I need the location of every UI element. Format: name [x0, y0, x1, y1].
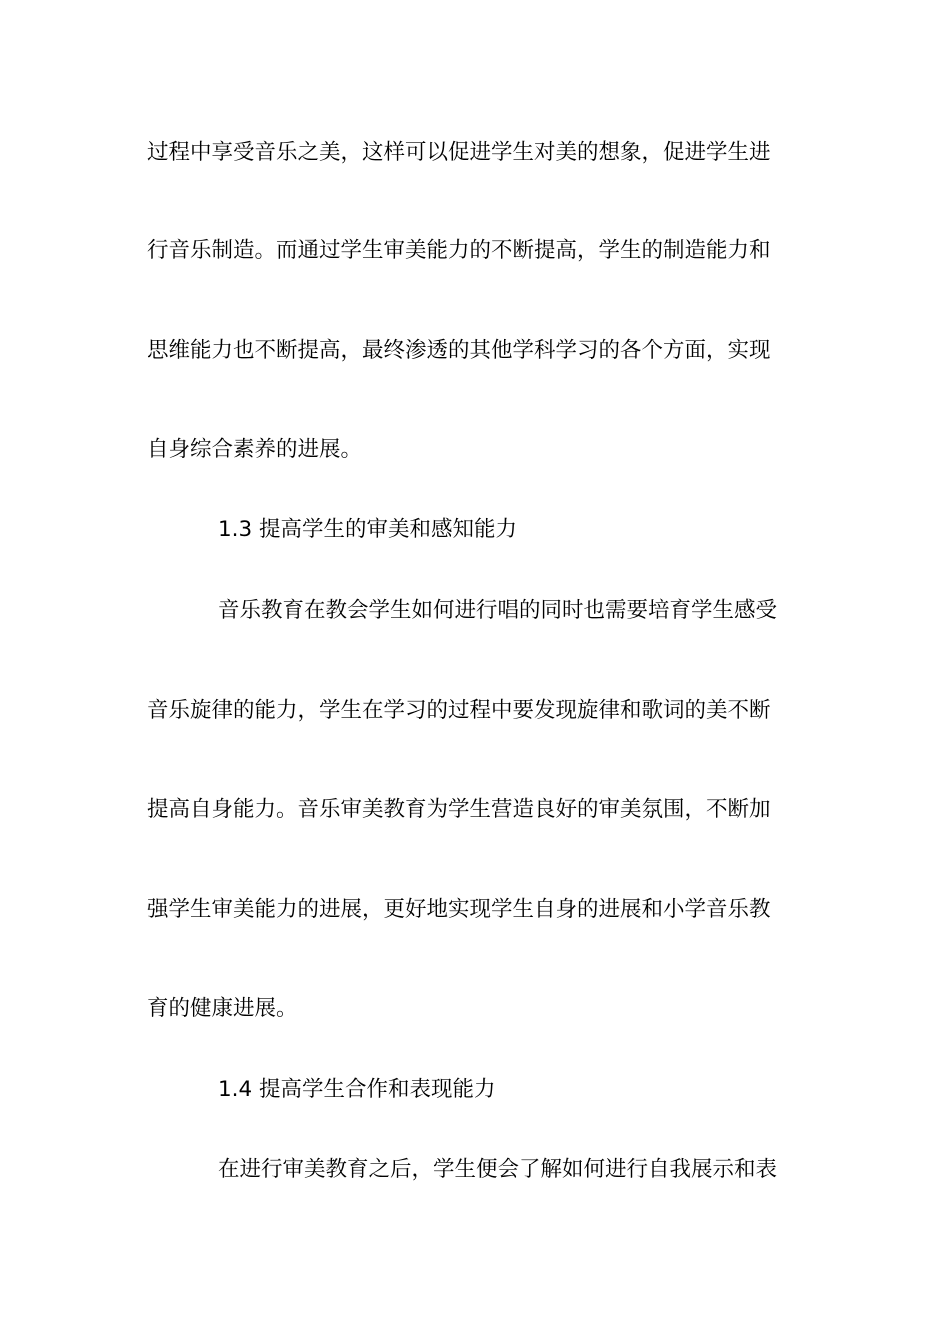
paragraph-2-line-2: 音乐旋律的能力，学生在学习的过程中要发现旋律和歌词的美不断: [147, 698, 771, 723]
paragraph-1-line-4: 自身综合素养的进展。: [147, 437, 363, 462]
paragraph-1-line-2: 行音乐制造。而通过学生审美能力的不断提高，学生的制造能力和: [147, 238, 771, 263]
paragraph-2-line-4: 强学生审美能力的进展，更好地实现学生自身的进展和小学音乐教: [147, 897, 771, 922]
paragraph-2-line-3: 提高自身能力。音乐审美教育为学生营造良好的审美氛围，不断加: [147, 797, 771, 822]
paragraph-1-line-1: 过程中享受音乐之美，这样可以促进学生对美的想象，促进学生进: [147, 140, 771, 165]
paragraph-3-line-1: 在进行审美教育之后，学生便会了解如何进行自我展示和表: [218, 1157, 778, 1182]
paragraph-2-line-5: 育的健康进展。: [147, 996, 298, 1021]
paragraph-1-line-3: 思维能力也不断提高，最终渗透的其他学科学习的各个方面，实现: [147, 338, 771, 363]
paragraph-2-line-1: 音乐教育在教会学生如何进行唱的同时也需要培育学生感受: [218, 598, 778, 623]
section-heading-1-4: 1.4 提高学生合作和表现能力: [218, 1077, 496, 1102]
section-heading-1-3: 1.3 提高学生的审美和感知能力: [218, 517, 518, 542]
